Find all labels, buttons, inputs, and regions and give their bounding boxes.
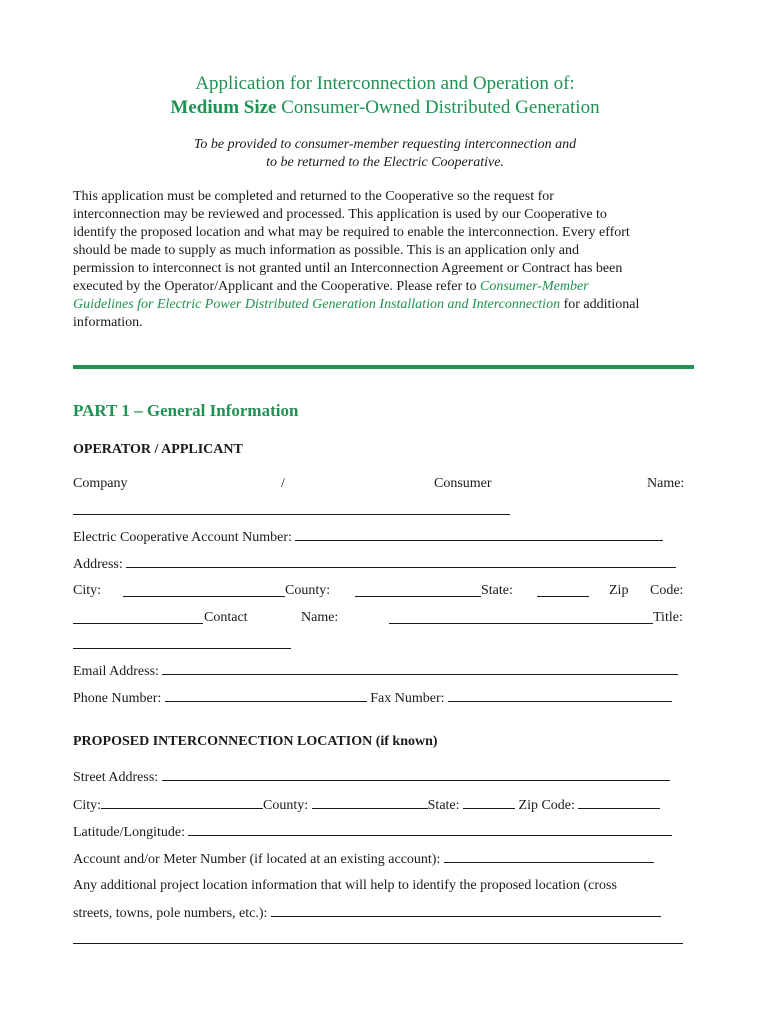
meter-label: Account and/or Meter Number (if located at an existing account): [73,852,441,867]
address-field[interactable] [126,555,676,568]
name-label: Name: [647,476,685,491]
phone-fax-row [73,689,687,707]
location-city-label: City: [73,798,102,813]
latlong-row [73,823,687,841]
company-label: Company [73,476,128,491]
address-row [73,555,687,573]
intro-line: identify the proposed location and what may be required to enable the interconnection. Every effort [73,225,630,240]
intro-line: permission to interconnect is not granted until an Interconnection Agreement or Contract has been [73,261,623,276]
contact-row [73,609,687,627]
additional-info-label-2: streets, towns, pole numbers, etc.): [73,906,268,921]
fax-label: Fax Number: [370,691,445,706]
latlong-field[interactable] [188,823,672,836]
intro-line-text: executed by the Operator/Applicant and the Cooperative. Please refer to [73,279,477,294]
street-label: Street Address: [73,770,159,785]
zip-label: Zip [609,583,629,598]
location-county-field[interactable] [312,796,428,809]
subtitle-line-2: to be returned to the Electric Cooperative. [266,155,504,170]
contact-name-field[interactable] [389,611,653,624]
state-field[interactable] [537,584,589,597]
location-zip-field[interactable] [578,796,660,809]
contact-name-label: Name: [301,610,339,625]
additional-info-field[interactable] [271,904,661,917]
additional-info-label-1: Any additional project location information that will help to identify the proposed location (cross [73,878,617,893]
intro-tail: for additional [563,297,640,312]
additional-info-row-2 [73,904,687,922]
intro-line [73,278,688,296]
slash-separator: / [281,476,285,491]
location-city-field[interactable] [101,796,263,809]
county-label: County: [285,583,331,598]
meter-row [73,850,687,868]
zip-code-field[interactable] [73,611,203,624]
location-county-label: County: [263,798,309,813]
address-label: Address: [73,557,123,572]
fax-field[interactable] [448,689,672,702]
part-1-title: PART 1 – General Information [73,401,299,420]
title-bold: Medium Size [170,97,277,118]
title-field[interactable] [73,636,291,649]
guidelines-link-part-1[interactable]: Consumer-Member [480,279,589,294]
code-label: Code: [650,583,684,598]
intro-line [73,296,688,314]
location-zip-label: Zip Code: [518,798,575,813]
additional-info-row-3 [73,931,687,949]
account-row [73,528,687,546]
intro-line: information. [73,315,143,330]
location-state-label: State: [427,798,460,813]
company-consumer-row [73,475,687,493]
location-state-field[interactable] [463,796,515,809]
company-name-field[interactable] [73,502,510,515]
intro-paragraph [73,188,688,332]
city-field[interactable] [123,584,285,597]
account-number-field[interactable] [295,528,663,541]
street-row [73,768,687,786]
intro-line: This application must be completed and returned to the Cooperative so the request for [73,189,554,204]
contact-label: Contact [204,610,248,625]
intro-line: should be made to supply as much information as possible. This is an application only and [73,243,580,258]
city-label: City: [73,583,102,598]
location-city-row [73,796,687,814]
title-rest: Consumer-Owned Distributed Generation [281,97,600,118]
account-label: Electric Cooperative Account Number: [73,530,292,545]
county-field[interactable] [355,584,481,597]
street-field[interactable] [162,768,670,781]
meter-field[interactable] [444,850,654,863]
company-name-row [73,502,687,520]
operator-heading: OPERATOR / APPLICANT [73,442,243,457]
phone-field[interactable] [165,689,367,702]
title-value-row [73,636,687,654]
subtitle-line-1: To be provided to consumer-member requesting interconnection and [193,137,577,152]
email-label: Email Address: [73,664,159,679]
latlong-label: Latitude/Longitude: [73,825,185,840]
additional-info-field-2[interactable] [73,931,683,944]
section-divider [73,365,694,369]
city-state-row [73,582,687,600]
location-heading: PROPOSED INTERCONNECTION LOCATION (if known) [73,734,438,749]
title-line-2 [0,96,770,120]
title-line-1: Application for Interconnection and Operation of: [195,73,575,94]
email-field[interactable] [162,662,678,675]
state-label: State: [481,583,513,598]
intro-line: interconnection may be reviewed and processed. This application is used by our Cooperative to [73,207,607,222]
additional-info-row-1 [73,877,687,895]
phone-label: Phone Number: [73,691,162,706]
consumer-label: Consumer [434,476,492,491]
guidelines-link-part-2[interactable]: Guidelines for Electric Power Distributed Generation Installation and Interconnection [73,297,561,312]
title-label: Title: [653,610,683,625]
email-row [73,662,687,680]
